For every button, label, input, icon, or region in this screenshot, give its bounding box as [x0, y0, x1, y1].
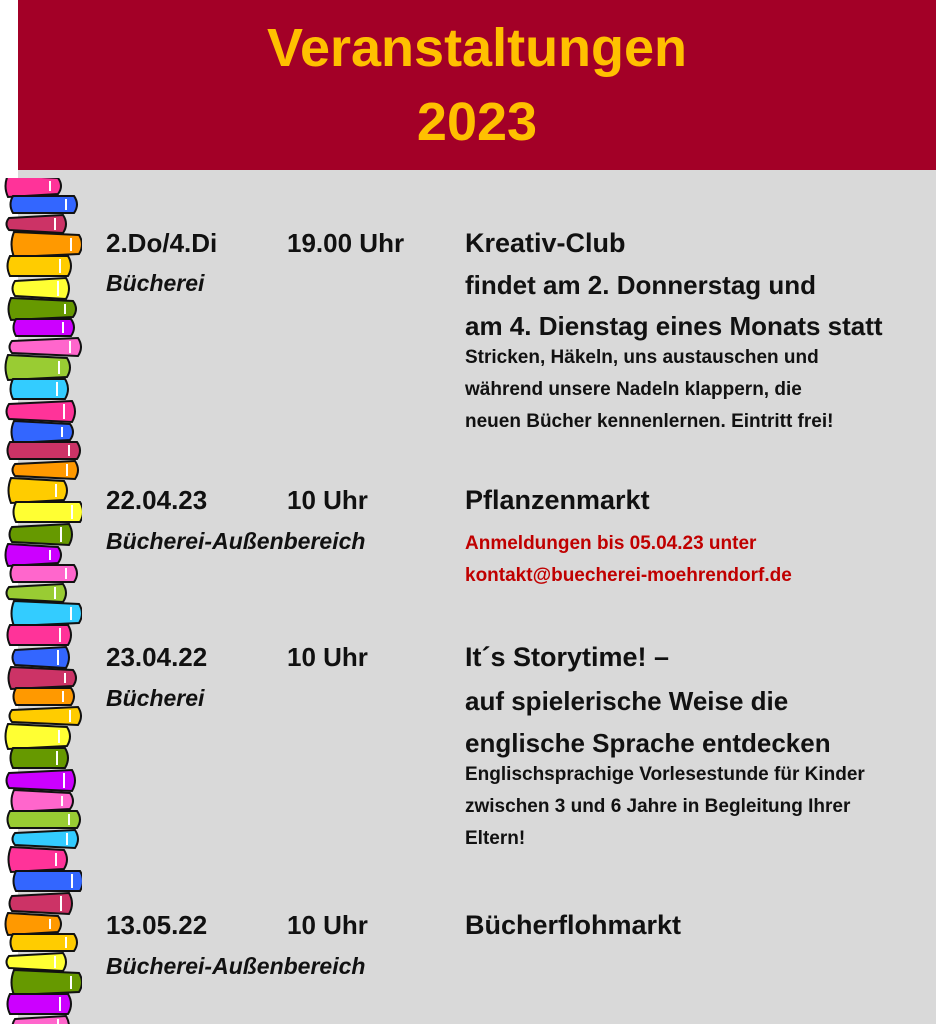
book-spine: [11, 748, 69, 768]
book-spine: [12, 601, 83, 626]
book-spine: [7, 584, 67, 602]
book-spine: [11, 934, 78, 951]
book-spine: [8, 442, 81, 459]
stacked-books-icon: [0, 178, 82, 1024]
page-year: 2023: [416, 92, 538, 152]
event-subtitle-line: findet am 2. Donnerstag und: [465, 270, 817, 300]
event-time: 10 Uhr: [287, 642, 368, 672]
event-detail-line: während unsere Nadeln klappern, die: [465, 379, 802, 400]
event-location: Bücherei: [106, 270, 205, 296]
book-spine: [7, 770, 76, 791]
event-time: 19.00 Uhr: [287, 228, 405, 258]
book-spine: [10, 707, 82, 725]
book-spine: [13, 830, 79, 848]
event-subtitle-line: am 4. Dienstag eines Monats statt: [465, 311, 883, 341]
book-spine: [11, 379, 69, 399]
book-spine: [12, 790, 74, 812]
book-spine: [12, 232, 83, 257]
event-date: 22.04.23: [106, 485, 208, 515]
event-title: Kreativ-Club: [465, 228, 626, 258]
event-detail-line: neuen Bücher kennenlernen. Eintritt frei!: [465, 411, 834, 432]
book-spine: [8, 811, 81, 828]
event-date: 2.Do/4.Di: [106, 228, 218, 258]
event-subtitle-line: auf spielerische Weise die: [465, 686, 789, 716]
book-spine: [10, 524, 73, 545]
book-spine: [11, 196, 78, 213]
book-spine: [14, 502, 83, 522]
event-time: 10 Uhr: [287, 910, 368, 940]
book-spine: [8, 256, 72, 276]
book-spine: [14, 688, 75, 705]
book-spine: [6, 178, 62, 197]
book-spine: [13, 647, 70, 668]
page-title: Veranstaltungen: [266, 18, 688, 78]
book-spine: [13, 1016, 70, 1024]
event-detail-line: Englischsprachige Vorlesestunde für Kinder: [465, 764, 865, 785]
event-date: 23.04.22: [106, 642, 208, 672]
header-banner: [18, 0, 936, 170]
book-spine: [13, 461, 79, 479]
event-location: Bücherei-Außenbereich: [106, 953, 366, 979]
book-spine: [10, 893, 73, 914]
event-time: 10 Uhr: [287, 485, 368, 515]
book-spine: [6, 913, 62, 935]
event-location: Bücherei: [106, 685, 205, 711]
book-spine: [7, 215, 67, 233]
book-spine: [6, 544, 62, 566]
book-spine: [9, 667, 77, 689]
event-detail-line: Stricken, Häkeln, uns austauschen und: [465, 347, 819, 368]
registration-note-line: Anmeldungen bis 05.04.23 unter: [465, 533, 757, 554]
registration-email: kontakt@buecherei-moehrendorf.de: [465, 565, 792, 586]
book-spine: [12, 970, 83, 995]
book-spine: [6, 355, 71, 380]
event-title: Pflanzenmarkt: [465, 485, 650, 515]
book-spine: [7, 401, 76, 422]
event-subtitle-line: englische Sprache entdecken: [465, 728, 831, 758]
book-spine: [8, 994, 72, 1014]
book-spine: [8, 625, 72, 645]
event-title: Bücherflohmarkt: [465, 910, 682, 940]
event-location: Bücherei-Außenbereich: [106, 528, 366, 554]
book-spine: [9, 478, 68, 503]
book-spine: [9, 847, 68, 872]
book-spine: [10, 338, 82, 356]
book-spine: [14, 871, 83, 891]
book-spine: [12, 421, 74, 443]
book-spine: [6, 724, 71, 749]
book-spine: [9, 298, 77, 320]
book-spine: [14, 319, 75, 336]
book-spine: [13, 278, 70, 299]
event-detail-line: Eltern!: [465, 828, 526, 849]
event-title: It´s Storytime! –: [465, 642, 670, 672]
book-spine: [11, 565, 78, 582]
event-date: 13.05.22: [106, 910, 208, 940]
book-spine: [7, 953, 67, 971]
event-detail-line: zwischen 3 und 6 Jahre in Begleitung Ihrer: [465, 796, 851, 817]
